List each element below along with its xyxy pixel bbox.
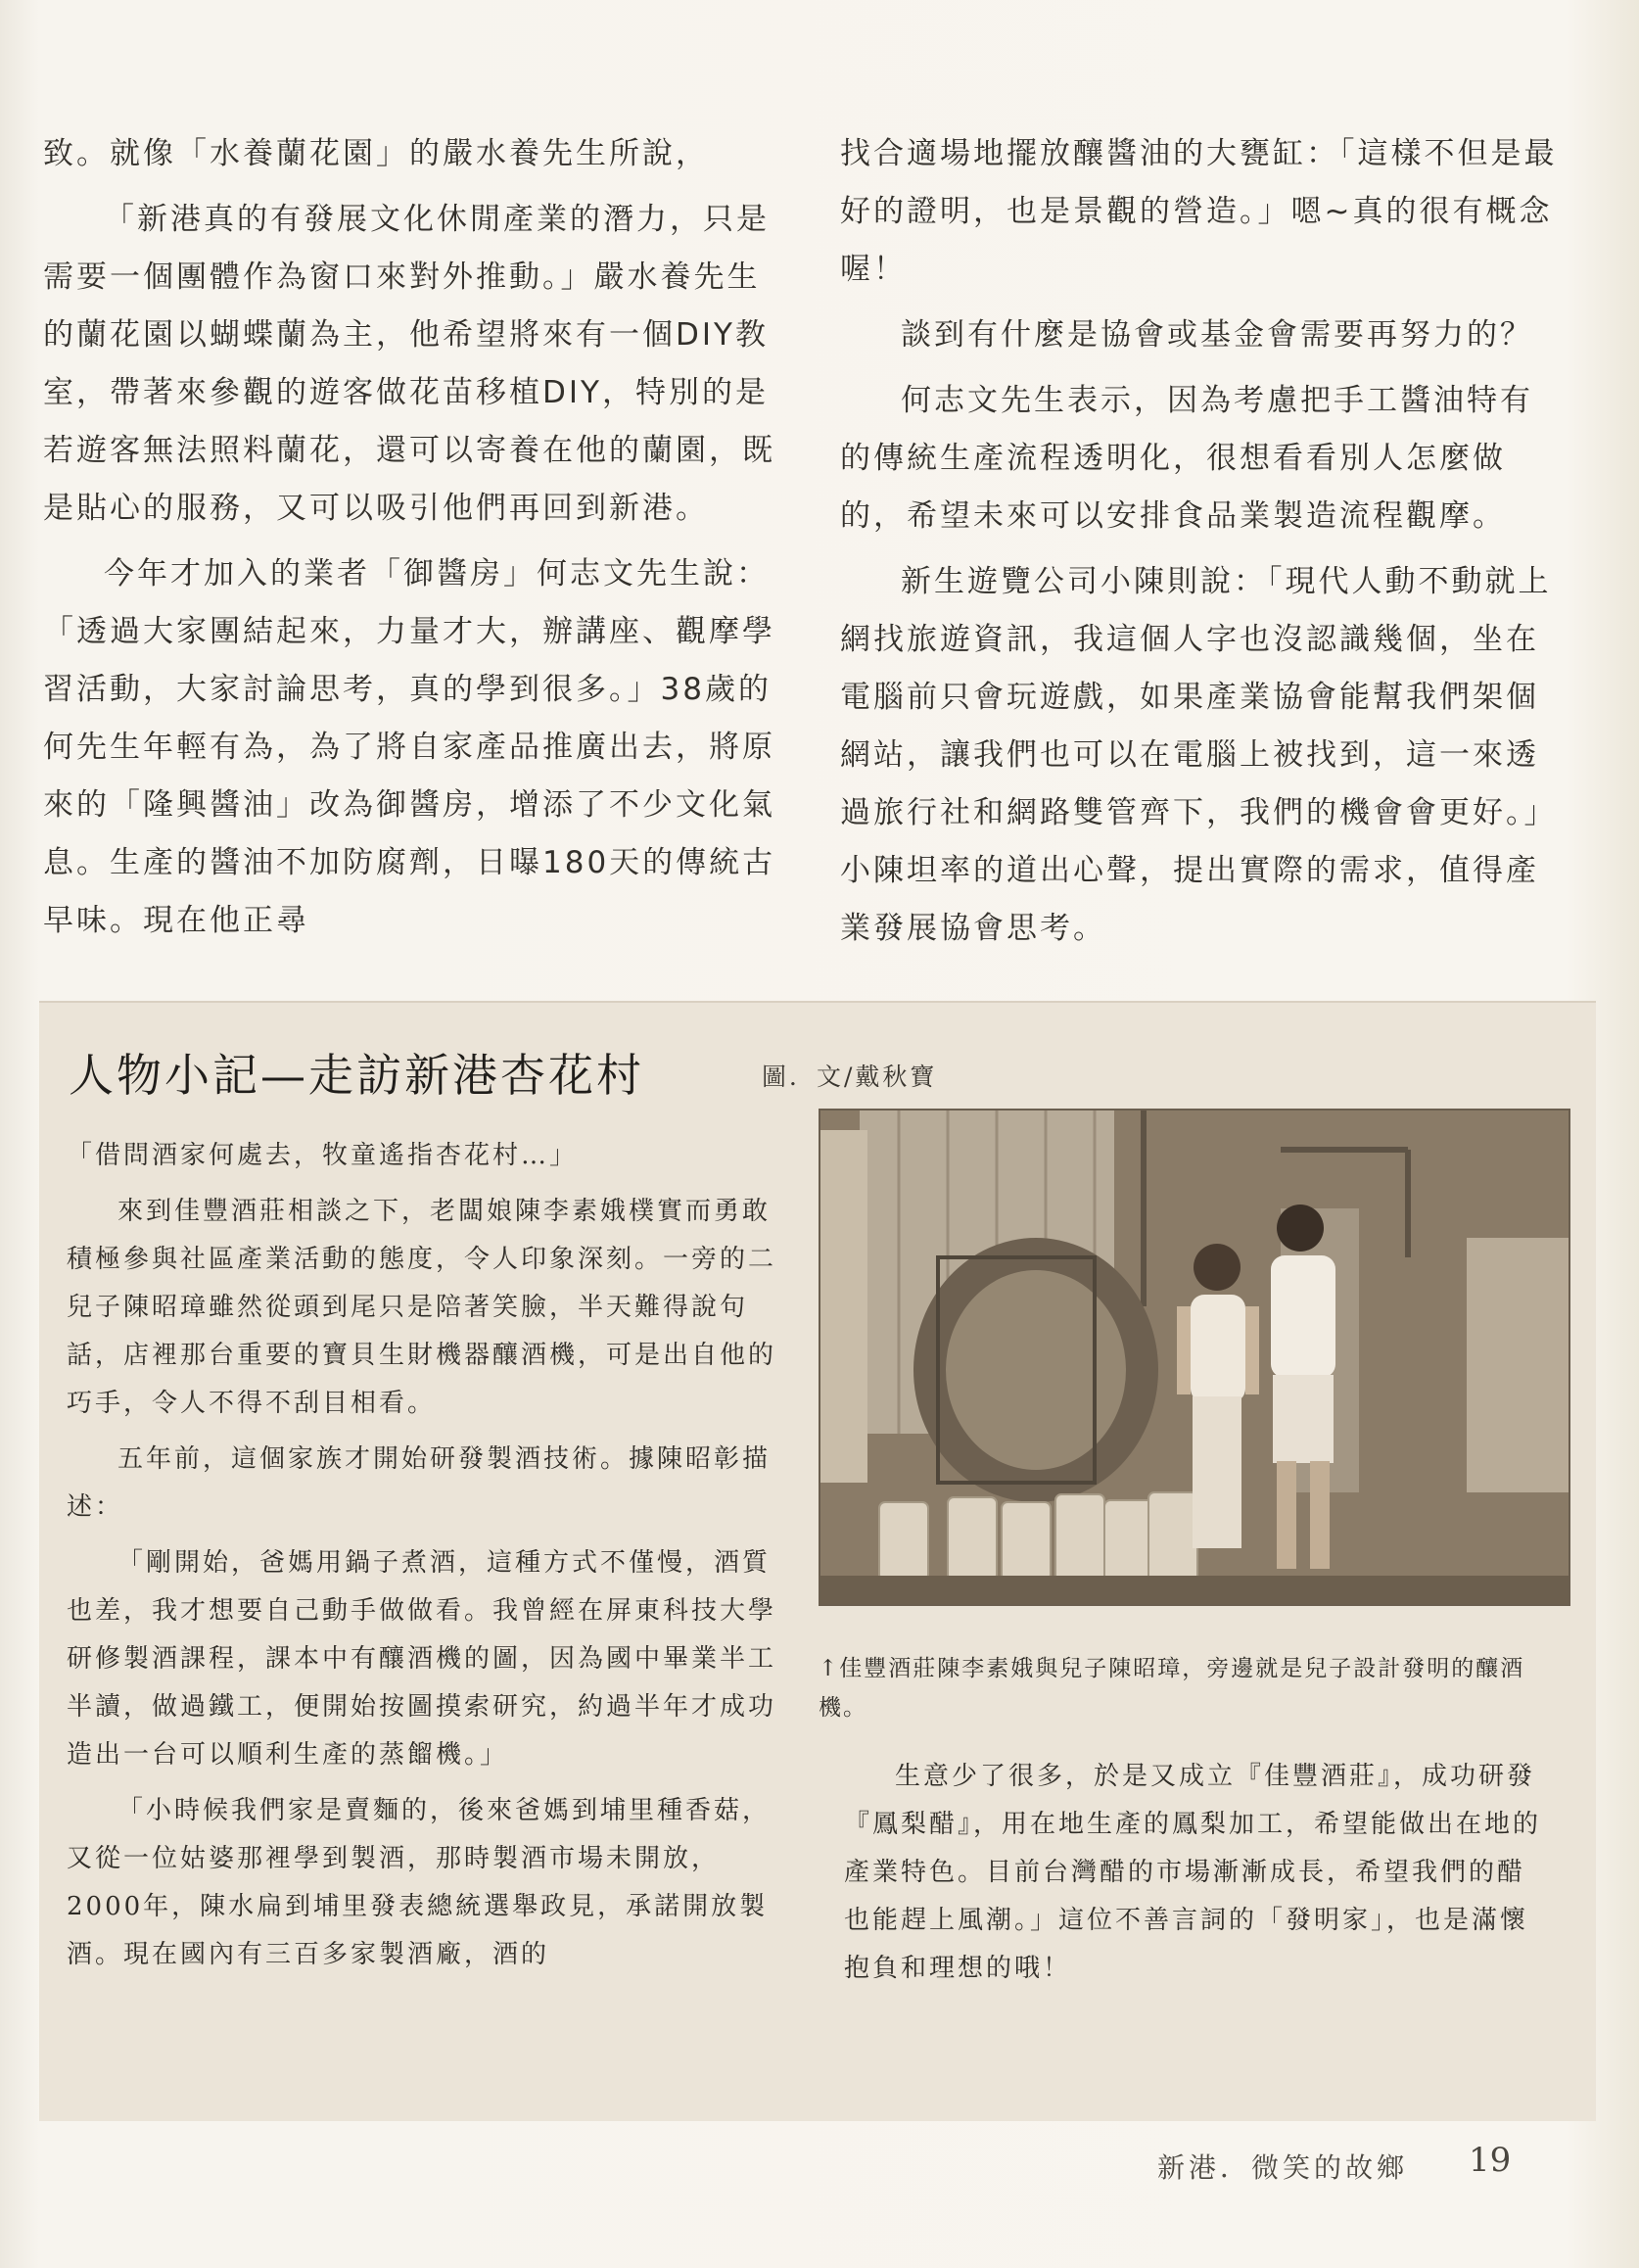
footer-title: 新港．微笑的故鄉: [1157, 2151, 1409, 2184]
photo-caption: ↑佳豐酒莊陳李素娥與兒子陳昭璋，旁邊就是兒子設計發明的釀酒機。: [819, 1656, 1525, 1721]
paragraph: 新生遊覽公司小陳則說：「現代人動不動就上網找旅遊資訊，我這個人字也沒認識幾個，坐在電腦前只會玩遊戲，如果產業協會能幫我們架個網站，讓我們也可以在電腦上被找到，這一來透過旅行社和網路雙管齊下，我們的機會會更好。」小陳坦率的道出心聲，提出實際的需求，值得產業發展協會思考。: [840, 564, 1558, 946]
sidebar-byline: 圖．文/戴秋寶: [762, 1063, 938, 1091]
paragraph: 談到有什麼是協會或基金會需要再努力的？: [901, 317, 1533, 353]
sidebar-left-column: [67, 1132, 787, 1987]
sidebar-paragraph: 生意少了很多，於是又成立『佳豐酒莊』，成功研發『鳳梨醋』，用在地生產的鳳梨加工，希望能做出在地的產業特色。目前台灣醋的市場漸漸成長，希望我們的醋也能趕上風潮。」這位不善言詞的「發明家」，也是滿懷抱負和理想的哦！: [844, 1762, 1542, 1983]
sidebar-title: 人物小記—走訪新港杏花村: [69, 1049, 644, 1102]
sidebar-paragraph: 來到佳豐酒莊相談之下，老闆娘陳李素娥樸實而勇敢積極參與社區產業活動的態度，令人印象深刻。一旁的二兒子陳昭璋雖然從頭到尾只是陪著笑臉，半天難得說句話，店裡那台重要的寶貝生財機器釀酒機，可是出自他的巧手，令人不得不刮目相看。: [67, 1197, 777, 1418]
photo-illustration: [820, 1110, 1569, 1604]
paragraph: 找合適場地擺放釀醬油的大甕缸：「這樣不但是最好的證明，也是景觀的營造。」嗯~真的很有概念喔！: [840, 136, 1558, 287]
paragraph: 致。就像「水養蘭花園」的嚴水養先生所說，: [43, 136, 709, 171]
page-number: 19: [1469, 2141, 1512, 2180]
paragraph: 「新港真的有發展文化休閒產業的潛力，只是需要一個團體作為窗口來對外推動。」嚴水養先生的蘭花園以蝴蝶蘭為主，他希望將來有一個DIY教室，帶著來參觀的遊客做花苗移植DIY，特別的是若遊客無法照料蘭花，還可以寄養在他的蘭園，既是貼心的服務，又可以吸引他們再回到新港。: [43, 202, 775, 526]
left-column: [43, 125, 779, 958]
right-column: [840, 125, 1561, 966]
paragraph: 何志文先生表示，因為考慮把手工醬油特有的傳統生產流程透明化，很想看看別人怎麼做的，希望未來可以安排食品業製造流程觀摩。: [840, 383, 1533, 534]
sidebar-paragraph: 五年前，這個家族才開始研發製酒技術。據陳昭彰描述：: [67, 1444, 772, 1522]
sidebar-paragraph: 「借問酒家何處去，牧童遙指杏花村…」: [67, 1141, 579, 1170]
photo-winery-owners: [819, 1109, 1570, 1606]
sidebar-paragraph: 「剛開始，爸媽用鍋子煮酒，這種方式不僅慢，酒質也差，我才想要自己動手做做看。我曾經在屏東科技大學研修製酒課程，課本中有釀酒機的圖，因為國中畢業半工半讀，做過鐵工，便開始按圖摸索研究，約過半年才成功造出一台可以順利生產的蒸餾機。」: [67, 1548, 777, 1770]
sidebar-right-column: [844, 1753, 1553, 1993]
sidebar-paragraph: 「小時候我們家是賣麵的，後來爸媽到埔里種香菇，又從一位姑婆那裡學到製酒，那時製酒市場未開放，2000年，陳水扁到埔里發表總統選舉政見，承諾開放製酒。現在國內有三百多家製酒廠，酒的: [67, 1796, 772, 1969]
paragraph: 今年才加入的業者「御醬房」何志文先生說：「透過大家團結起來，力量才大，辦講座、觀摩學習活動，大家討論思考，真的學到很多。」38歲的何先生年輕有為，為了將自家產品推廣出去，將原來的「隆興醬油」改為御醬房，增添了不少文化氣息。生產的醬油不加防腐劑，日曝180天的傳統古早味。現在他正尋: [43, 556, 776, 938]
